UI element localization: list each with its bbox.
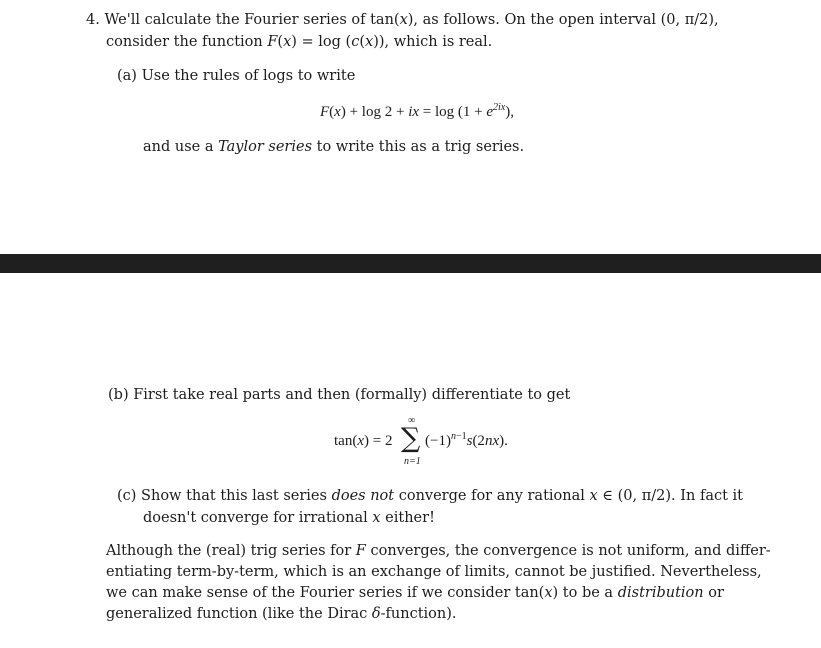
part-a-line: [117, 67, 355, 85]
closing-line-4: generalized function (like the Dirac δ-function).: [106, 606, 457, 622]
part-a-text: Use the rules of logs to write: [141, 68, 356, 84]
closing-line-1: Although the (real) trig series for F converges, the convergence is not uniform, and differ-: [106, 543, 771, 559]
redaction-bar: [0, 254, 821, 273]
problem-intro-line-1: [86, 11, 719, 29]
part-a-equation: F(x) + log 2 + ix = $\log (1 + e^{2ix})$,: [320, 102, 514, 120]
part-b-text: First take real parts and then (formally) differentiate to get: [133, 387, 571, 403]
problem-number: 4.: [86, 12, 100, 28]
problem-intro-text-1: We'll calculate the Fourier series of tan(x), as follows. On the open interval (0, π/2),: [104, 12, 719, 28]
sum-lower-limit: n=1: [404, 456, 421, 467]
part-c-line-1: [117, 487, 743, 505]
closing-line-3: we can make sense of the Fourier series if we consider tan(x) to be a distribution or: [106, 585, 724, 601]
part-b-label: (b): [108, 387, 129, 403]
part-c-text-1: Show that this last series does not converge for any rational x ∈ (0, π/2). In fact it: [141, 488, 743, 504]
part-c-label: (c): [117, 488, 137, 504]
part-c-line-2: doesn't converge for irrational x either!: [143, 510, 435, 526]
part-b-equation: [334, 416, 574, 470]
part-b-line: [108, 386, 570, 404]
part-a-follow-text: and use a Taylor series to write this as a trig series.: [143, 139, 525, 155]
part-b-equation-lhs: tan(x) = 2: [334, 433, 393, 449]
sigma-icon: ∑: [401, 423, 421, 454]
sum-upper-limit: ∞: [408, 415, 416, 426]
part-b-equation-rhs: $(-1)^{n-1}s(2nx)$.: [425, 431, 508, 449]
closing-line-2: entiating term-by-term, which is an exchange of limits, cannot be justified. Nevertheless,: [106, 564, 762, 580]
part-a-label: (a): [117, 68, 137, 84]
problem-intro-line-2: consider the function F(x) = log (c(x)), which is real.: [106, 34, 493, 50]
